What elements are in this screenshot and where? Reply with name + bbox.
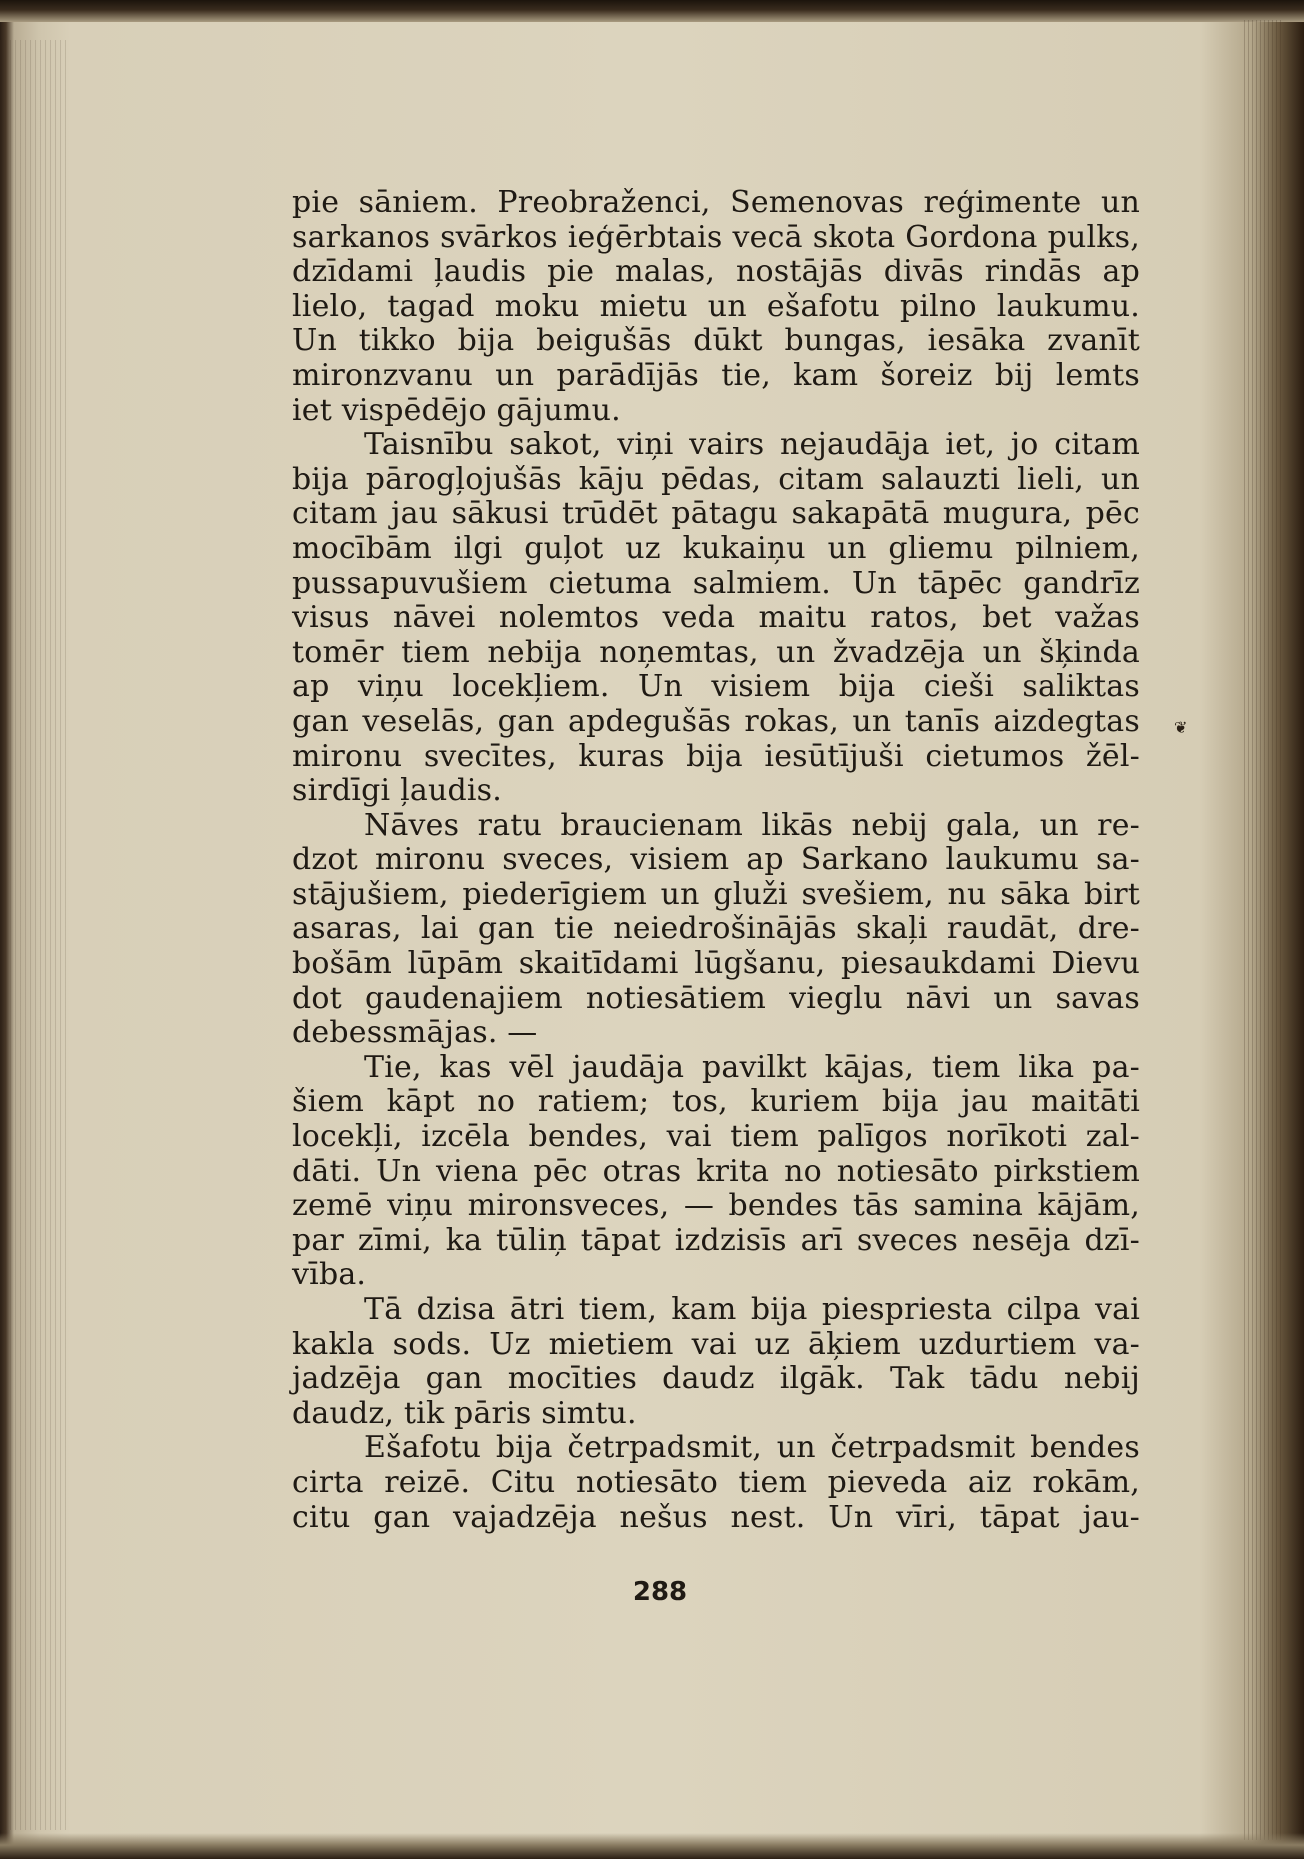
right-page-edges <box>1244 20 1284 1840</box>
text-line: visus nāvei nolemtos veda maitu ratos, bet važas <box>292 600 1140 636</box>
text-line: kakla sods. Uz mietiem vai uz āķiem uzdurtiem va- <box>292 1326 1140 1362</box>
text-line: mironzvanu un parādījās tie, kam šoreiz bij lemts <box>292 357 1140 393</box>
text-line: zemē viņu mironsveces, — bendes tās samina kājām, <box>292 1188 1140 1224</box>
text-line: citam jau sākusi trūdēt pātagu sakapātā mugura, pēc <box>292 496 1140 532</box>
book-bottom-edge <box>0 1833 1304 1859</box>
text-line: mocībām ilgi guļot uz kukaiņu un gliemu pilniem, <box>292 530 1140 566</box>
text-line: gan veselās, gan apdegušās rokas, un tanīs aizdegtas <box>292 703 1140 739</box>
text-line: dzot mironu sveces, visiem ap Sarkano laukumu sa- <box>292 842 1140 878</box>
text-line: dāti. Un viena pēc otras krita no notiesāto pirkstiem <box>292 1153 1140 1189</box>
text-line: asaras, lai gan tie neiedrošinājās skaļi raudāt, dre- <box>292 911 1140 947</box>
text-line: debessmājas. — <box>292 1015 538 1051</box>
text-line: Ešafotu bija četrpadsmit, un četrpadsmit bendes <box>364 1430 1140 1466</box>
text-line: bošām lūpām skaitīdami lūgšanu, piesaukdami Dievu <box>292 946 1140 982</box>
body-text <box>292 186 1140 1535</box>
book-top-edge <box>0 0 1304 22</box>
text-line: jadzēja gan mocīties daudz ilgāk. Tak tādu nebij <box>292 1361 1140 1397</box>
text-line: pie sāniem. Preobraženci, Semenovas reģimente un <box>292 185 1140 220</box>
text-line: vība. <box>292 1257 367 1293</box>
text-line: Taisnību sakot, viņi vairs nejaudāja iet, jo citam <box>364 427 1140 463</box>
text-line: sarkanos svārkos ieģērbtais vecā skota Gordona pulks, <box>292 219 1140 255</box>
text-line: Un tikko bija beigušās dūkt bungas, iesāka zvanīt <box>292 323 1140 359</box>
text-line: tomēr tiem nebija noņemtas, un žvadzēja un šķinda <box>292 634 1140 670</box>
text-line: iet vispēdējo gājumu. <box>292 392 621 428</box>
text-line: ap viņu locekļiem. Un visiem bija cieši saliktas <box>292 669 1140 705</box>
text-line: daudz, tik pāris simtu. <box>292 1395 637 1431</box>
text-line: mironu svecītes, kuras bija iesūtījuši cietumos žēl- <box>292 738 1140 774</box>
text-line: par zīmi, ka tūliņ tāpat izdzisīs arī sveces nesēja dzī- <box>292 1222 1140 1258</box>
text-line: Nāves ratu braucienam likās nebij gala, un re- <box>364 807 1140 843</box>
text-line: dot gaudenajiem notiesātiem vieglu nāvi un savas <box>292 980 1140 1016</box>
text-line: dzīdami ļaudis pie malas, nostājās divās rindās ap <box>292 254 1140 290</box>
page-number: 288 <box>632 1577 688 1607</box>
text-line: citu gan vajadzēja nešus nest. Un vīri, tāpat jau- <box>292 1499 1140 1535</box>
left-page-edges <box>0 40 70 1830</box>
text-line: cirta reizē. Citu notiesāto tiem pieveda aiz rokām, <box>292 1464 1140 1500</box>
text-line: pussapuvušiem cietuma salmiem. Un tāpēc gandrīz <box>292 565 1140 601</box>
text-line: locekļi, izcēla bendes, vai tiem palīgos norīkoti zal- <box>292 1119 1140 1155</box>
text-line: Tie, kas vēl jaudāja pavilkt kājas, tiem lika pa- <box>364 1049 1140 1085</box>
ink-mark: ❦ <box>1174 718 1188 737</box>
text-line: bija pārogļojušās kāju pēdas, citam salauzti lieli, un <box>292 461 1140 497</box>
text-line: šiem kāpt no ratiem; tos, kuriem bija jau maitāti <box>292 1084 1140 1120</box>
text-line: stājušiem, piederīgiem un gluži svešiem, nu sāka birt <box>292 876 1140 912</box>
text-line: lielo, tagad moku mietu un ešafotu pilno laukumu. <box>292 288 1140 324</box>
text-line: Tā dzisa ātri tiem, kam bija piespriesta cilpa vai <box>364 1292 1140 1327</box>
text-line: sirdīgi ļaudis. <box>292 773 502 809</box>
